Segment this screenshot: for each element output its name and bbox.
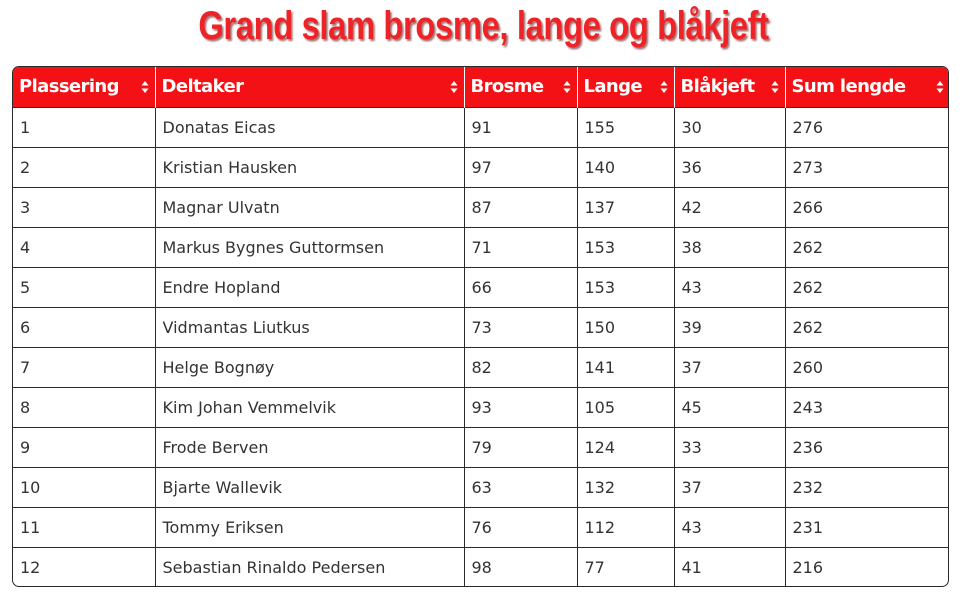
sort-updown-icon <box>936 80 944 94</box>
cell-sum-lengde: 266 <box>785 187 949 227</box>
cell-plassering: 6 <box>13 307 155 347</box>
cell-lange: 140 <box>577 147 674 187</box>
table-row <box>13 307 949 347</box>
cell-lange: 153 <box>577 227 674 267</box>
cell-plassering: 10 <box>13 467 155 507</box>
column-header-sum-lengde[interactable] <box>785 67 949 107</box>
cell-deltaker: Sebastian Rinaldo Pedersen <box>155 547 464 587</box>
column-header-label: Plassering <box>19 76 119 98</box>
cell-lange: 150 <box>577 307 674 347</box>
table-row <box>13 347 949 387</box>
cell-blakjeft: 43 <box>674 267 785 307</box>
cell-brosme: 76 <box>464 507 577 547</box>
cell-sum-lengde: 276 <box>785 107 949 147</box>
cell-blakjeft: 45 <box>674 387 785 427</box>
cell-brosme: 79 <box>464 427 577 467</box>
table-row <box>13 467 949 507</box>
cell-blakjeft: 36 <box>674 147 785 187</box>
cell-blakjeft: 38 <box>674 227 785 267</box>
column-header-label: Brosme <box>470 76 544 98</box>
cell-lange: 132 <box>577 467 674 507</box>
table-row <box>13 507 949 547</box>
cell-sum-lengde: 262 <box>785 267 949 307</box>
sort-updown-icon <box>141 80 149 94</box>
sort-updown-icon <box>450 80 458 94</box>
cell-brosme: 71 <box>464 227 577 267</box>
table-row <box>13 547 949 587</box>
cell-plassering: 11 <box>13 507 155 547</box>
cell-deltaker: Vidmantas Liutkus <box>155 307 464 347</box>
column-header-brosme[interactable] <box>464 67 577 107</box>
cell-lange: 77 <box>577 547 674 587</box>
cell-deltaker: Magnar Ulvatn <box>155 187 464 227</box>
cell-deltaker: Donatas Eicas <box>155 107 464 147</box>
column-header-blakjeft[interactable] <box>674 67 785 107</box>
cell-blakjeft: 43 <box>674 507 785 547</box>
cell-deltaker: Tommy Eriksen <box>155 507 464 547</box>
cell-brosme: 66 <box>464 267 577 307</box>
cell-blakjeft: 41 <box>674 547 785 587</box>
cell-lange: 137 <box>577 187 674 227</box>
cell-blakjeft: 37 <box>674 467 785 507</box>
cell-lange: 112 <box>577 507 674 547</box>
table-row <box>13 107 949 147</box>
sort-updown-icon <box>660 80 668 94</box>
results-table-container <box>12 66 949 587</box>
column-header-plassering[interactable] <box>13 67 155 107</box>
cell-sum-lengde: 262 <box>785 307 949 347</box>
cell-deltaker: Markus Bygnes Guttormsen <box>155 227 464 267</box>
cell-brosme: 73 <box>464 307 577 347</box>
cell-plassering: 1 <box>13 107 155 147</box>
cell-brosme: 63 <box>464 467 577 507</box>
cell-brosme: 98 <box>464 547 577 587</box>
cell-plassering: 9 <box>13 427 155 467</box>
cell-blakjeft: 30 <box>674 107 785 147</box>
cell-sum-lengde: 260 <box>785 347 949 387</box>
page-title: Grand slam brosme, lange og blåkjeft <box>198 4 769 48</box>
cell-deltaker: Endre Hopland <box>155 267 464 307</box>
cell-blakjeft: 42 <box>674 187 785 227</box>
cell-deltaker: Kristian Hausken <box>155 147 464 187</box>
column-header-label: Blåkjeft <box>680 76 755 98</box>
table-row <box>13 147 949 187</box>
cell-blakjeft: 39 <box>674 307 785 347</box>
cell-sum-lengde: 236 <box>785 427 949 467</box>
cell-lange: 105 <box>577 387 674 427</box>
cell-brosme: 91 <box>464 107 577 147</box>
cell-sum-lengde: 262 <box>785 227 949 267</box>
cell-plassering: 4 <box>13 227 155 267</box>
cell-plassering: 2 <box>13 147 155 187</box>
column-header-lange[interactable] <box>577 67 674 107</box>
cell-plassering: 3 <box>13 187 155 227</box>
cell-sum-lengde: 243 <box>785 387 949 427</box>
column-header-label: Deltaker <box>161 76 244 98</box>
sort-updown-icon <box>563 80 571 94</box>
cell-brosme: 93 <box>464 387 577 427</box>
cell-lange: 124 <box>577 427 674 467</box>
cell-deltaker: Helge Bognøy <box>155 347 464 387</box>
cell-plassering: 5 <box>13 267 155 307</box>
cell-blakjeft: 33 <box>674 427 785 467</box>
results-table <box>13 67 949 587</box>
table-row <box>13 267 949 307</box>
cell-lange: 153 <box>577 267 674 307</box>
column-header-label: Lange <box>583 76 643 98</box>
column-header-deltaker[interactable] <box>155 67 464 107</box>
cell-deltaker: Bjarte Wallevik <box>155 467 464 507</box>
table-row <box>13 387 949 427</box>
header-row <box>13 67 949 107</box>
cell-brosme: 82 <box>464 347 577 387</box>
sort-updown-icon <box>771 80 779 94</box>
cell-deltaker: Kim Johan Vemmelvik <box>155 387 464 427</box>
cell-sum-lengde: 231 <box>785 507 949 547</box>
cell-sum-lengde: 216 <box>785 547 949 587</box>
cell-plassering: 7 <box>13 347 155 387</box>
cell-lange: 155 <box>577 107 674 147</box>
cell-plassering: 8 <box>13 387 155 427</box>
table-row <box>13 227 949 267</box>
cell-plassering: 12 <box>13 547 155 587</box>
cell-blakjeft: 37 <box>674 347 785 387</box>
cell-brosme: 97 <box>464 147 577 187</box>
cell-sum-lengde: 232 <box>785 467 949 507</box>
column-header-label: Sum lengde <box>791 76 906 98</box>
cell-lange: 141 <box>577 347 674 387</box>
cell-brosme: 87 <box>464 187 577 227</box>
table-row <box>13 427 949 467</box>
table-row <box>13 187 949 227</box>
cell-sum-lengde: 273 <box>785 147 949 187</box>
cell-deltaker: Frode Berven <box>155 427 464 467</box>
